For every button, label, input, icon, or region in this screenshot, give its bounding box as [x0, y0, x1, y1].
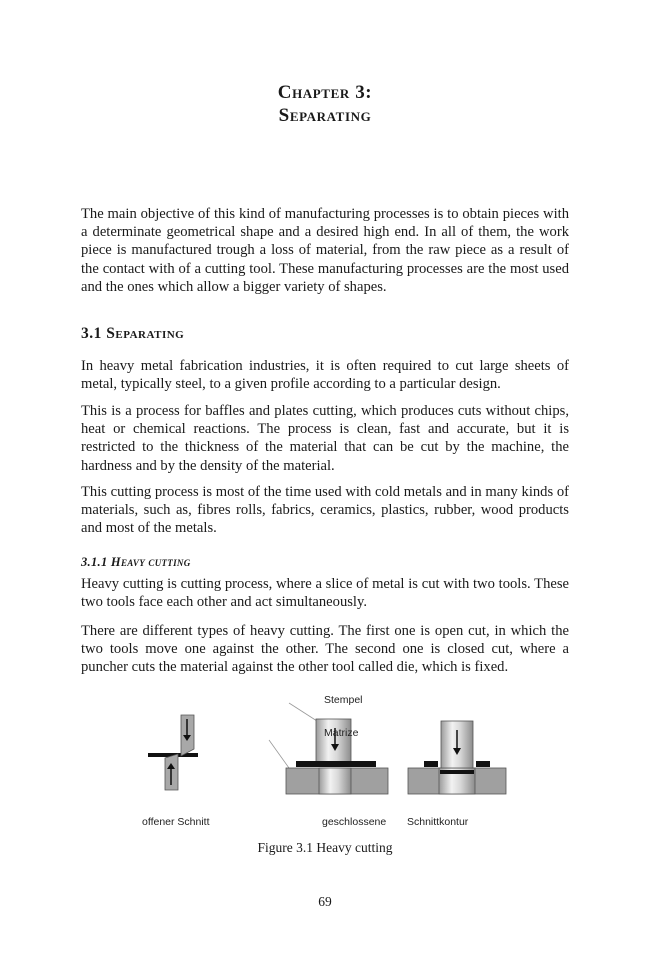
- subsection-paragraph: Heavy cutting is cutting process, where a slice of metal is cut with two tools. These two tools face each other and act simultaneously.: [81, 576, 569, 611]
- chapter-title: Separating: [278, 105, 372, 126]
- subsection-heading: 3.1.1 Heavy cutting: [81, 555, 191, 569]
- chapter-number: Chapter 3:: [277, 82, 373, 103]
- open-cut-diagram: [148, 715, 198, 790]
- subsection-paragraph: There are different types of heavy cutting. The first one is open cut, in which the two tools move one against the other. The second one is closed cut, where a puncher cuts the material against the other tool called die, which is fixed.: [81, 623, 569, 676]
- contour-cut-diagram: [408, 721, 506, 794]
- heavy-cutting-figure: [141, 688, 521, 833]
- heavy-cutting-diagram: [141, 688, 521, 833]
- section-paragraph: This cutting process is most of the time used with cold metals and in many kinds of materials, such as, fibres rolls, fabrics, ceramics, plastics, rubber, wood products and most of the metals.: [81, 484, 569, 537]
- page-number: 69: [318, 894, 332, 909]
- document-page: [81, 0, 569, 954]
- figure-caption: Figure 3.1 Heavy cutting: [257, 840, 393, 855]
- label-matrize: Matrize: [324, 727, 359, 739]
- label-open-cut: offener Schnitt: [142, 816, 210, 828]
- label-contour-cut: Schnittkontur: [407, 816, 469, 828]
- section-paragraph: This is a process for baffles and plates cutting, which produces cuts without chips, heat or chemical reactions. The process is clean, fast and accurate, but it is restricted to the thickness of the material that can be cut by the machine, the hardness and by the density of the material.: [81, 403, 569, 474]
- section-paragraph: In heavy metal fabrication industries, it is often required to cut large sheets of metal, typically steel, to a given profile according to a particular design.: [81, 358, 569, 393]
- closed-cut-diagram: [269, 703, 388, 794]
- label-stempel: Stempel: [324, 694, 363, 706]
- section-heading: 3.1 Separating: [81, 325, 185, 342]
- intro-paragraph: The main objective of this kind of manufacturing processes is to obtain pieces with a determinate geometrical shape and a desired high end. In all of them, the work piece is manufactured trough a loss of material, from the raw piece as a result of the contact with of a cutting tool. These manufacturing processes are the most used and the ones which allow a bigger variety of shapes.: [81, 206, 569, 295]
- label-closed-cut: geschlossene: [322, 816, 387, 828]
